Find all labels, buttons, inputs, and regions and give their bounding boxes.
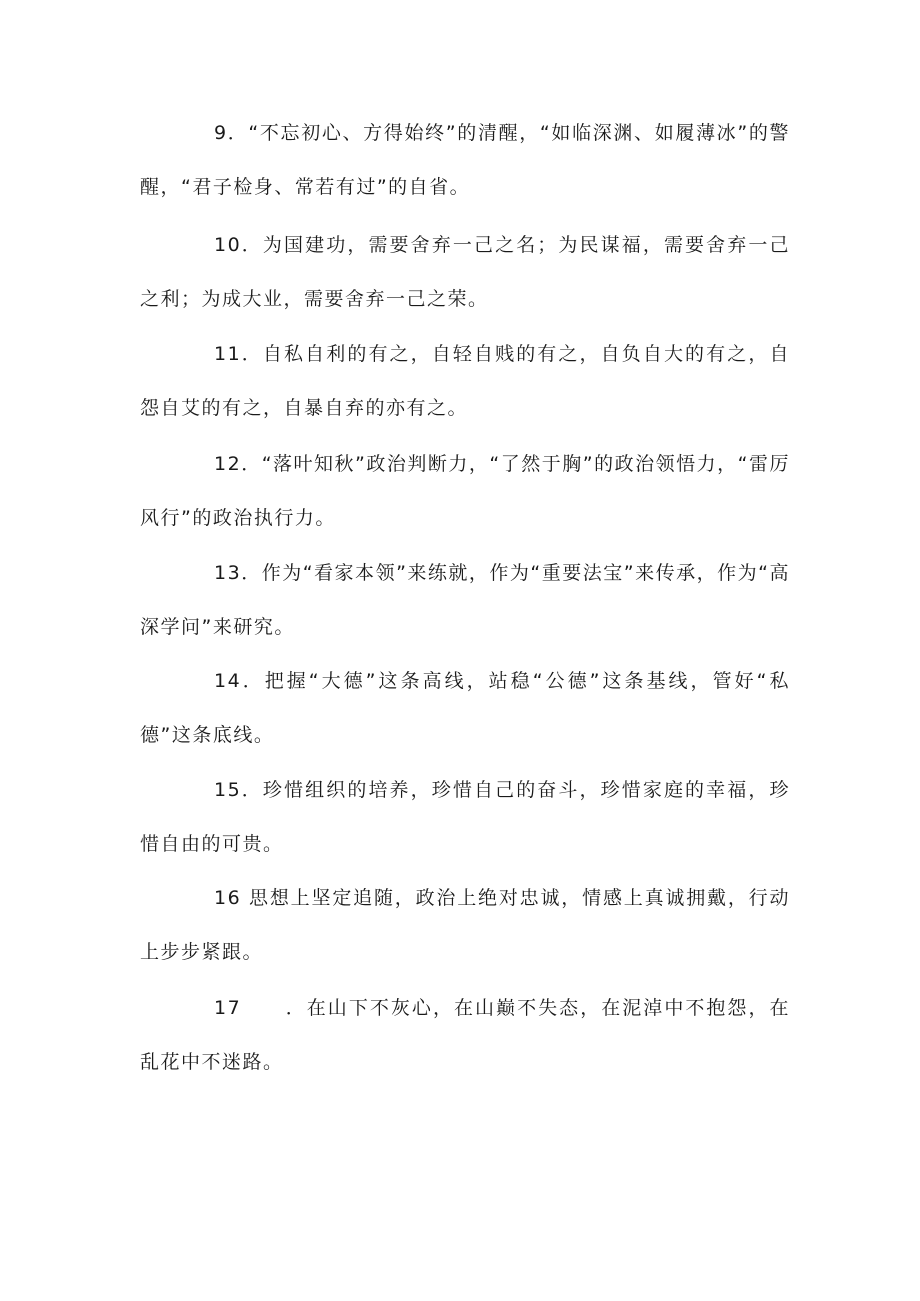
- list-item: [140, 327, 790, 435]
- item-text: 自私自利的有之，自轻自贱的有之，自负自大的有之，自怨自艾的有之，自暴自弃的亦有之。: [140, 343, 790, 419]
- item-separator: ．: [241, 343, 263, 365]
- item-separator: [241, 887, 249, 909]
- item-number: 15: [214, 779, 242, 801]
- list-item: [140, 981, 790, 1089]
- item-separator: ．: [241, 670, 265, 692]
- item-number: 9: [214, 122, 228, 144]
- list-item: [140, 106, 790, 214]
- item-text: 为国建功，需要舍弃一己之名；为民谋福，需要舍弃一己之利；为成大业，需要舍弃一己之荣。: [140, 234, 790, 310]
- item-number: 14: [214, 670, 242, 692]
- list-item: [140, 437, 790, 545]
- item-text: “落叶知秋”政治判断力，“了然于胸”的政治领悟力，“雷厉风行”的政治执行力。: [140, 453, 790, 529]
- item-number: 13: [214, 562, 242, 584]
- list-item: [140, 763, 790, 871]
- list-item: [140, 871, 790, 979]
- item-text: 思想上坚定追随，政治上绝对忠诚，情感上真诚拥戴，行动上步步紧跟。: [140, 887, 790, 963]
- item-separator: ．: [241, 453, 262, 475]
- list-item: [140, 218, 790, 326]
- item-number: 17: [214, 997, 242, 1019]
- item-separator: ．: [241, 779, 263, 801]
- list-item: [140, 546, 790, 654]
- item-number: 12: [214, 453, 242, 475]
- item-separator: ．: [285, 997, 307, 1019]
- item-number: 11: [214, 343, 242, 365]
- item-separator: ．: [241, 234, 263, 256]
- item-text: 作为“看家本领”来练就，作为“重要法宝”来传承，作为“高深学问”来研究。: [140, 562, 790, 638]
- list-item: [140, 654, 790, 762]
- item-separator: ．: [241, 562, 262, 584]
- item-number: 16: [214, 887, 242, 909]
- item-separator: ．: [227, 122, 249, 144]
- item-text: “不忘初心、方得始终”的清醒，“如临深渊、如履薄冰”的警醒，“君子检身、常若有过”的自省。: [140, 122, 790, 198]
- item-text: 珍惜组织的培养，珍惜自己的奋斗，珍惜家庭的幸福，珍惜自由的可贵。: [140, 779, 790, 855]
- item-text: 把握“大德”这条高线，站稳“公德”这条基线，管好“私德”这条底线。: [140, 670, 790, 746]
- item-number: 10: [214, 234, 242, 256]
- item-text: 在山下不灰心，在山巅不失态，在泥淖中不抱怨，在乱花中不迷路。: [140, 997, 790, 1073]
